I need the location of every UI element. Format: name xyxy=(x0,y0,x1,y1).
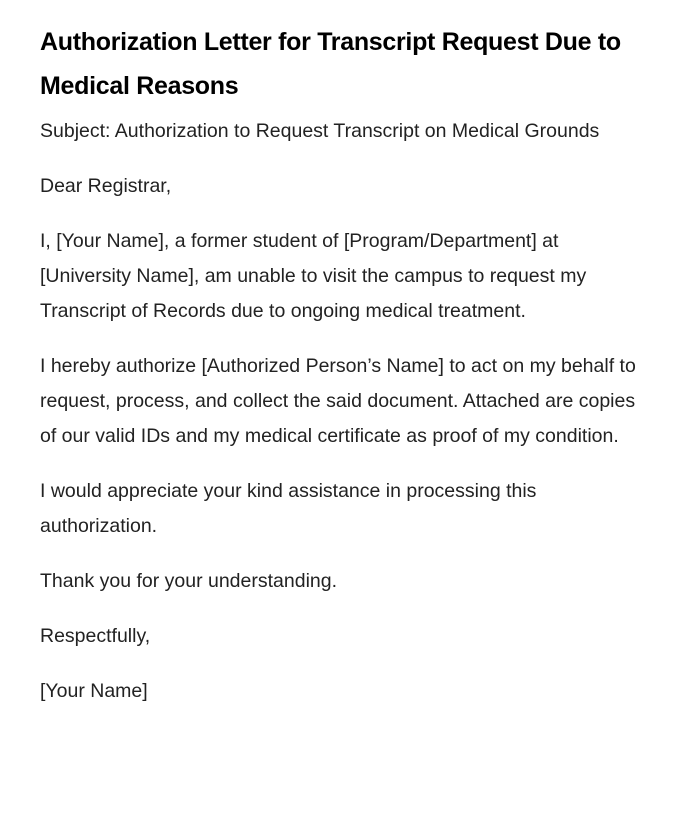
letter-signature: [Your Name] xyxy=(40,680,148,702)
letter-title: Authorization Letter for Transcript Request Due to Medical Reasons xyxy=(40,28,621,100)
letter-paragraph-1: I, [Your Name], a former student of [Program/Department] at [University Name], am unable to visit the campus to request my Transcript of Records due to ongoing medical treatment. xyxy=(40,230,587,322)
letter-subject: Subject: Authorization to Request Transcript on Medical Grounds xyxy=(40,120,600,142)
letter-paragraph-3: I would appreciate your kind assistance in processing this authorization. xyxy=(40,480,537,537)
letter-paragraph-4: Thank you for your understanding. xyxy=(40,570,338,592)
letter-closing: Respectfully, xyxy=(40,625,151,647)
letter-salutation: Dear Registrar, xyxy=(40,175,172,197)
letter-paragraph-2: I hereby authorize [Authorized Person’s Name] to act on my behalf to request, process, and collect the said document. Attached are copies of our valid IDs and my medical certificate as proof of my condition. xyxy=(40,355,636,447)
